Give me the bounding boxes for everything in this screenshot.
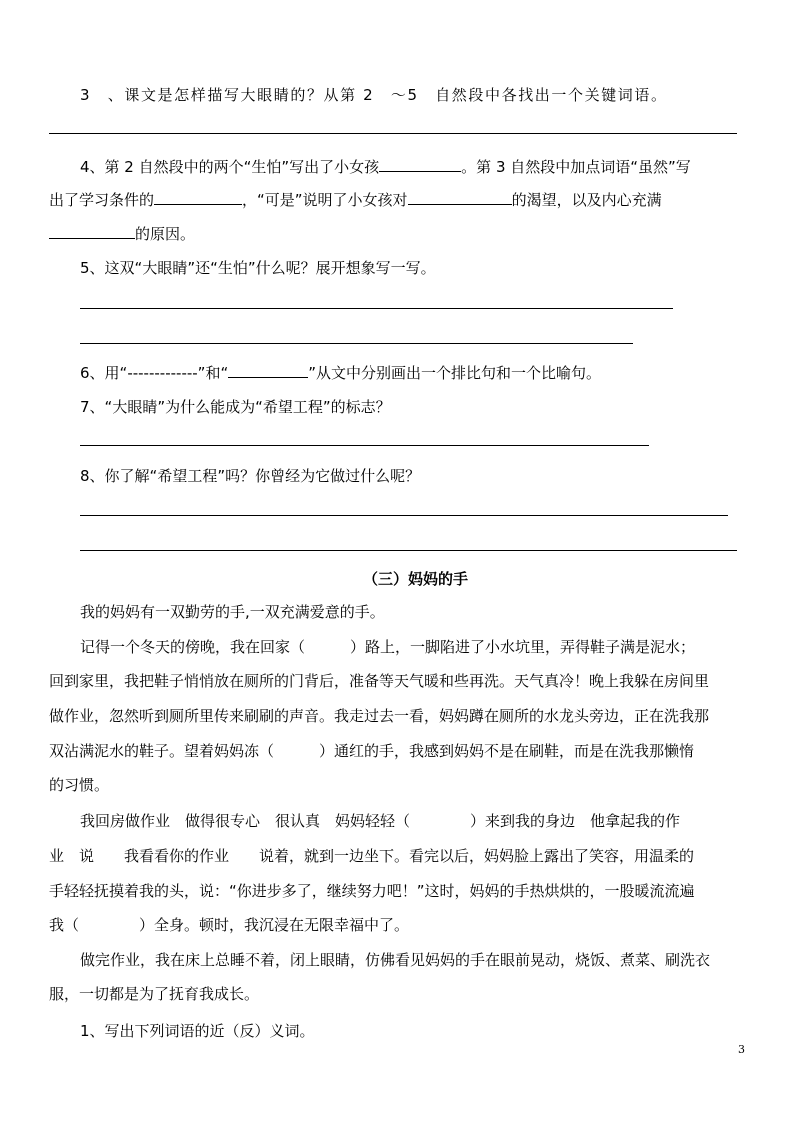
question-4-text: ，“可是”说明了小女孩对 bbox=[242, 191, 408, 209]
passage-line: 回到家里，我把鞋子悄悄放在厕所的门背后，准备等天气暖和些再洗。天气真冷！晚上我躲在房间里 bbox=[49, 672, 710, 690]
passage-line: 我的妈妈有一双勤劳的手,一双充满爱意的手。 bbox=[80, 603, 385, 621]
passage-line: 记得一个冬天的傍晚，我在回家（ ）路上，一脚陷进了小水坑里，弄得鞋子满是泥水； bbox=[80, 638, 696, 656]
blank bbox=[154, 188, 242, 205]
question-4-line-1 bbox=[80, 155, 691, 177]
passage-line: 做完作业，我在床上总睡不着，闭上眼睛，仿佛看见妈妈的手在眼前晃动，烧饭、煮菜、刷洗衣 bbox=[80, 951, 711, 969]
passage-line: 业 说 我看看你的作业 说着，就到一边坐下。看完以后，妈妈脸上露出了笑容，用温柔的 bbox=[49, 847, 695, 865]
question-6 bbox=[80, 361, 601, 383]
section-title: （三）妈妈的手 bbox=[363, 570, 469, 588]
question-6-text: ”从文中分别画出一个排比句和一个比喻句。 bbox=[308, 364, 602, 382]
answer-line bbox=[80, 343, 633, 344]
sub-question-1: 1、写出下列词语的近（反）义词。 bbox=[80, 1022, 315, 1040]
passage-line: 的习惯。 bbox=[49, 776, 110, 794]
blank bbox=[49, 222, 135, 239]
passage-line: 做作业，忽然听到厕所里传来刷刷的声音。我走过去一看，妈妈蹲在厕所的水龙头旁边，正在洗我那 bbox=[49, 707, 710, 725]
answer-line bbox=[80, 308, 673, 309]
passage-line: 双沾满泥水的鞋子。望着妈妈冻（ ）通红的手，我感到妈妈不是在刷鞋，而是在洗我那懒惰 bbox=[49, 742, 695, 760]
question-4-text: 出了学习条件的 bbox=[49, 191, 155, 209]
question-4-line-2 bbox=[49, 188, 662, 210]
blank bbox=[408, 188, 512, 205]
question-8: 8、你了解“希望工程”吗？你曾经为它做过什么呢？ bbox=[80, 467, 421, 485]
question-5: 5、这双“大眼睛”还“生怕”什么呢？展开想象写一写。 bbox=[80, 259, 436, 277]
passage-line: 我（ ）全身。顿时，我沉浸在无限幸福中了。 bbox=[49, 916, 410, 934]
blank bbox=[379, 155, 461, 172]
question-4-text: 4、第 2 自然段中的两个“生怕”写出了小女孩 bbox=[80, 158, 380, 176]
passage-line: 手轻轻抚摸着我的头，说：“你进步多了，继续努力吧！”这时，妈妈的手热烘烘的，一股暖流流遍 bbox=[49, 882, 695, 900]
page-number: 3 bbox=[738, 1043, 745, 1056]
blank bbox=[228, 361, 308, 378]
question-6-text: 6、用“-------------”和“ bbox=[80, 364, 229, 382]
question-4-text: 的渴望，以及内心充满 bbox=[511, 191, 662, 209]
question-4-text: 的原因。 bbox=[135, 225, 196, 243]
answer-line bbox=[80, 550, 737, 551]
passage-line: 我回房做作业 做得很专心 很认真 妈妈轻轻（ ）来到我的身边 他拿起我的作 bbox=[80, 812, 681, 830]
question-4-line-3 bbox=[49, 222, 195, 244]
answer-line bbox=[80, 445, 649, 446]
answer-line bbox=[49, 133, 737, 134]
answer-line bbox=[80, 515, 728, 516]
question-7: 7、“大眼睛”为什么能成为“希望工程”的标志？ bbox=[80, 398, 391, 416]
question-4-text: 。第 3 自然段中加点词语“虽然”写 bbox=[461, 158, 691, 176]
passage-line: 服，一切都是为了抚育我成长。 bbox=[49, 985, 260, 1003]
question-3: 3 、课文是怎样描写大眼睛的？从第 2 ～5 自然段中各找出一个关键词语。 bbox=[80, 86, 668, 104]
